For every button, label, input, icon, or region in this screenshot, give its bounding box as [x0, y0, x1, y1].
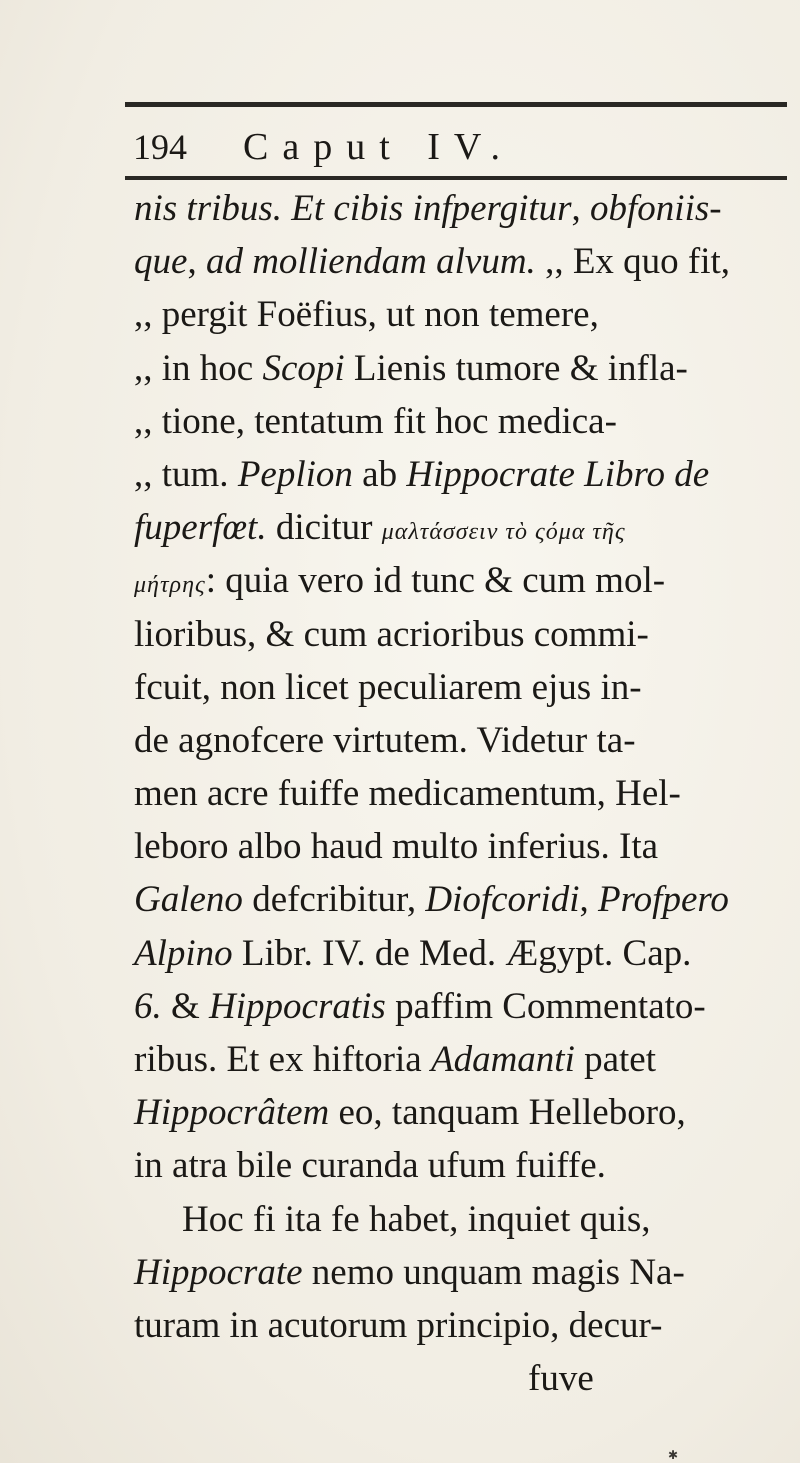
greek-phrase: μήτρης	[134, 572, 206, 599]
text-run: fuve	[528, 1358, 594, 1400]
text-line	[134, 395, 794, 448]
text-line	[134, 1033, 794, 1086]
text-run	[282, 188, 291, 229]
header-rule-top	[125, 102, 787, 107]
text-run: ab	[352, 453, 407, 495]
text-run: lioribus, & cum acrioribus commi-	[134, 613, 649, 655]
text-run: Hoc fi ita fe habet, inquiet quis,	[182, 1198, 651, 1240]
text-run: ribus. Et ex hiftoria	[134, 1039, 431, 1080]
text-line	[134, 608, 794, 661]
text-line	[134, 1193, 794, 1246]
chapter-title: Caput IV.	[243, 126, 514, 168]
text-run: ,	[571, 188, 591, 229]
italic-phrase: Alpino	[134, 932, 233, 974]
text-run: paffim Commentato-	[385, 985, 706, 1027]
text-run: in atra bile curanda ufum fuiffe.	[134, 1145, 606, 1187]
text-run: Libr. IV. de Med. Ægypt. Cap.	[232, 932, 692, 974]
italic-phrase: Scopi	[262, 347, 345, 389]
text-line	[134, 448, 794, 501]
text-run: fcuit, non licet peculiarem ejus in-	[134, 666, 642, 708]
italic-phrase: ad molliendam alvum.	[205, 241, 536, 283]
text-run: men acre fuiffe medicamentum, Hel-	[134, 773, 681, 815]
text-run: nemo unquam magis Na-	[302, 1251, 685, 1293]
text-line	[134, 501, 794, 554]
italic-phrase: Peplion	[237, 453, 353, 495]
text-run: ,, pergit Foëfius, ut non temere,	[134, 294, 599, 336]
text-run: eo, tanquam Helleboro,	[329, 1092, 686, 1134]
body-text	[134, 182, 794, 1405]
italic-phrase: Et cibis infpergitur	[291, 188, 572, 229]
text-run: turam in acutorum principio, decur-	[134, 1304, 663, 1346]
page-number: 194	[133, 127, 187, 167]
text-line	[134, 554, 794, 607]
italic-phrase: Galeno	[134, 879, 243, 921]
text-line	[134, 927, 794, 980]
text-run: ,, in hoc	[134, 347, 263, 389]
text-run: leboro albo haud multo inferius. Ita	[134, 826, 659, 868]
text-run: de agnofcere virtutem. Videtur ta-	[134, 719, 636, 761]
italic-phrase: Profpero	[598, 879, 729, 921]
italic-phrase: obfoniis-	[590, 188, 722, 229]
text-run: ,, tione, tentatum fit hoc medica-	[134, 400, 617, 442]
running-head	[133, 122, 773, 172]
italic-phrase: Hippocrate	[134, 1251, 303, 1293]
text-line	[134, 1352, 794, 1405]
text-line	[134, 980, 794, 1033]
text-line	[134, 767, 794, 820]
text-line	[134, 714, 794, 767]
italic-phrase: 6.	[134, 985, 162, 1027]
italic-phrase: Adamanti	[430, 1039, 575, 1080]
text-run: &	[161, 985, 210, 1027]
text-line	[134, 342, 794, 395]
italic-phrase: Hippocrâtem	[134, 1092, 330, 1134]
text-run: : quia vero id tunc & cum mol-	[205, 560, 666, 602]
text-line	[134, 1299, 794, 1352]
text-run: ,	[187, 241, 206, 283]
italic-phrase: Diofcoridi	[425, 879, 580, 921]
text-line	[134, 1086, 794, 1139]
text-line	[134, 182, 794, 235]
italic-phrase: nis tribus.	[134, 188, 283, 229]
text-run: ,	[579, 879, 599, 921]
text-run: Lienis tumore & infla-	[344, 347, 688, 389]
text-line	[134, 820, 794, 873]
text-line	[134, 661, 794, 714]
header-rule-bottom	[125, 176, 787, 180]
greek-phrase: μαλτάσσειν τὸ ςόμα τῆς	[381, 519, 626, 546]
text-line	[134, 1246, 794, 1299]
italic-phrase: Hippocrate Libro de	[406, 453, 710, 495]
text-line	[134, 288, 794, 341]
text-run: ,, tum.	[134, 453, 238, 495]
italic-phrase: fuperfœt.	[134, 507, 267, 549]
text-run: dicitur	[266, 507, 382, 549]
text-line	[134, 1139, 794, 1192]
italic-phrase: Hippocratis	[209, 985, 386, 1027]
text-run: defcribitur,	[242, 879, 426, 921]
italic-phrase: que	[134, 241, 188, 283]
text-line	[134, 873, 794, 926]
text-run: ,, Ex quo fit,	[535, 241, 731, 283]
text-line	[134, 235, 794, 288]
ornament-mark: ✱	[668, 1448, 679, 1462]
text-run: patet	[574, 1039, 657, 1080]
